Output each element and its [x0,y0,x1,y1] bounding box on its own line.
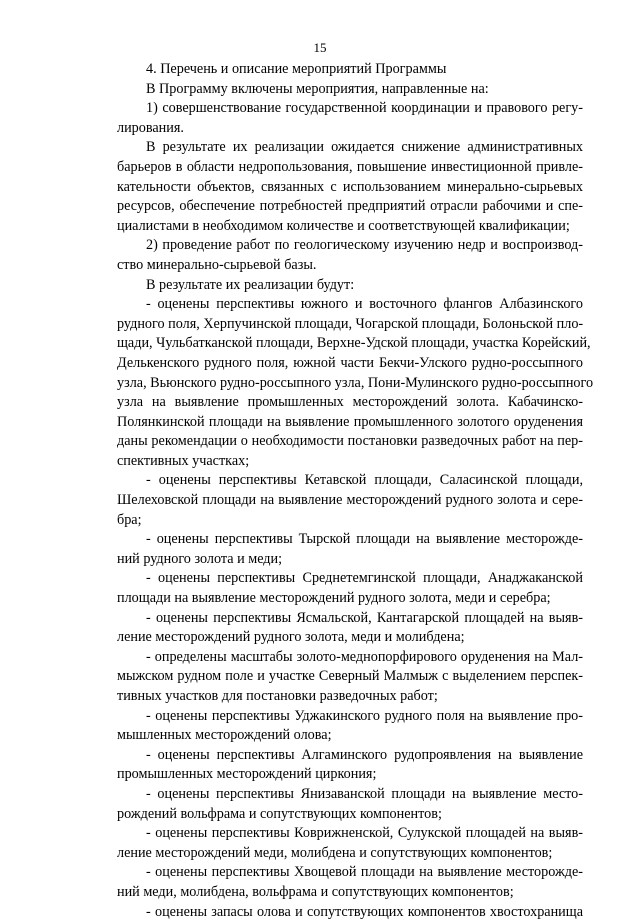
document-body [117,60,594,922]
text-line: узла на выявление промышленных месторождений золота. Кабачинско- [117,394,583,411]
text-line: - оценены перспективы Ясмальской, Кантагарской площадей на выяв- [146,609,583,626]
text-line: Шелеховской площади на выявление месторождений рудного золота и сере- [117,492,583,509]
text-line: - оценены перспективы Хвощевой площади на выявление месторожде- [146,864,583,881]
text-line: узла, Вьюнского рудно-россыпного узла, Пони-Мулинского рудно-россыпного [117,374,594,391]
text-line: лирования. [117,119,184,136]
text-line: мышленных месторождений олова; [117,727,332,744]
text-line: 2) проведение работ по геологическому изучению недр и воспроизвод- [146,237,583,254]
text-line: - оценены перспективы Среднетемгинской площади, Анаджаканской [146,570,583,587]
text-line: ство минерально-сырьевой базы. [117,256,317,273]
text-line: мыжском рудном поле и участке Северный Малмыж с выделением перспек- [117,668,583,685]
text-line: ресурсов, обеспечение потребностей предприятий отрасли рабочими и спе- [117,198,583,215]
text-line: ление месторождений рудного золота, меди и молибдена; [117,629,465,646]
text-line: - оценены перспективы Тырской площади на выявление месторожде- [146,531,583,548]
text-line: даны рекомендации о необходимости постановки разведочных работ на пер- [117,433,583,450]
text-line: спективных участках; [117,452,250,469]
text-line: 4. Перечень и описание мероприятий Программы [146,61,447,77]
page-number: 15 [313,40,327,55]
text-line: кательности объектов, связанных с использованием минерально-сырьевых [117,178,583,195]
text-line: Полянкинской площади на выявление промышленного золотого оруденения [117,413,583,430]
text-line: рождений вольфрама и сопутствующих компонентов; [117,805,442,822]
text-line: Делькенского рудного поля, южной части Бекчи-Улского рудно-россыпного [117,354,583,371]
text-line: 1) совершенствование государственной координации и правового регу- [146,100,583,117]
text-line: площади на выявление месторождений рудного золота, меди и серебра; [117,590,551,607]
text-line: тивных участков для постановки разведочных работ; [117,688,438,704]
text-line: - оценены перспективы Уджакинского рудного поля на выявление про- [146,707,583,724]
text-line: барьеров в области недропользования, повышение инвестиционной привле- [117,158,583,175]
text-line: ний рудного золота и меди; [117,550,283,567]
text-line: - оценены запасы олова и сопутствующих компонентов хвостохранища [146,903,583,920]
text-line: - оценены перспективы Янизаванской площади на выявление место- [146,785,583,802]
text-line: ление месторождений меди, молибдена и сопутствующих компонентов; [117,844,553,861]
text-line: - определены масштабы золото-меднопорфирового оруденения на Мал- [146,648,583,665]
text-line: - оценены перспективы Коврижненской, Сулукской площадей на выяв- [146,825,583,842]
text-line: В результате их реализации ожидается снижение административных [146,139,583,156]
text-line: бра; [117,511,142,528]
text-line: - оценены перспективы Алгаминского рудопроявления на выявление [146,746,583,763]
text-line: циалистами в необходимом количестве и соответствующей квалификации; [117,217,570,234]
text-line: промышленных месторождений циркония; [117,766,377,783]
text-line: В результате их реализации будут: [146,276,355,293]
text-line: - оценены перспективы южного и восточного флангов Албазинского [146,296,583,313]
text-line: рудного поля, Херпучинской площади, Чогарской площади, Болоньской пло- [117,315,584,332]
text-line: В Программу включены мероприятия, направленные на: [146,80,489,97]
text-line: ний меди, молибдена, вольфрама и сопутствующих компонентов; [117,883,514,900]
text-line: щади, Чульбатканской площади, Верхне-Удской площади, участка Корейский, [117,335,591,352]
text-line: - оценены перспективы Кетавской площади, Саласинской площади, [146,472,583,489]
